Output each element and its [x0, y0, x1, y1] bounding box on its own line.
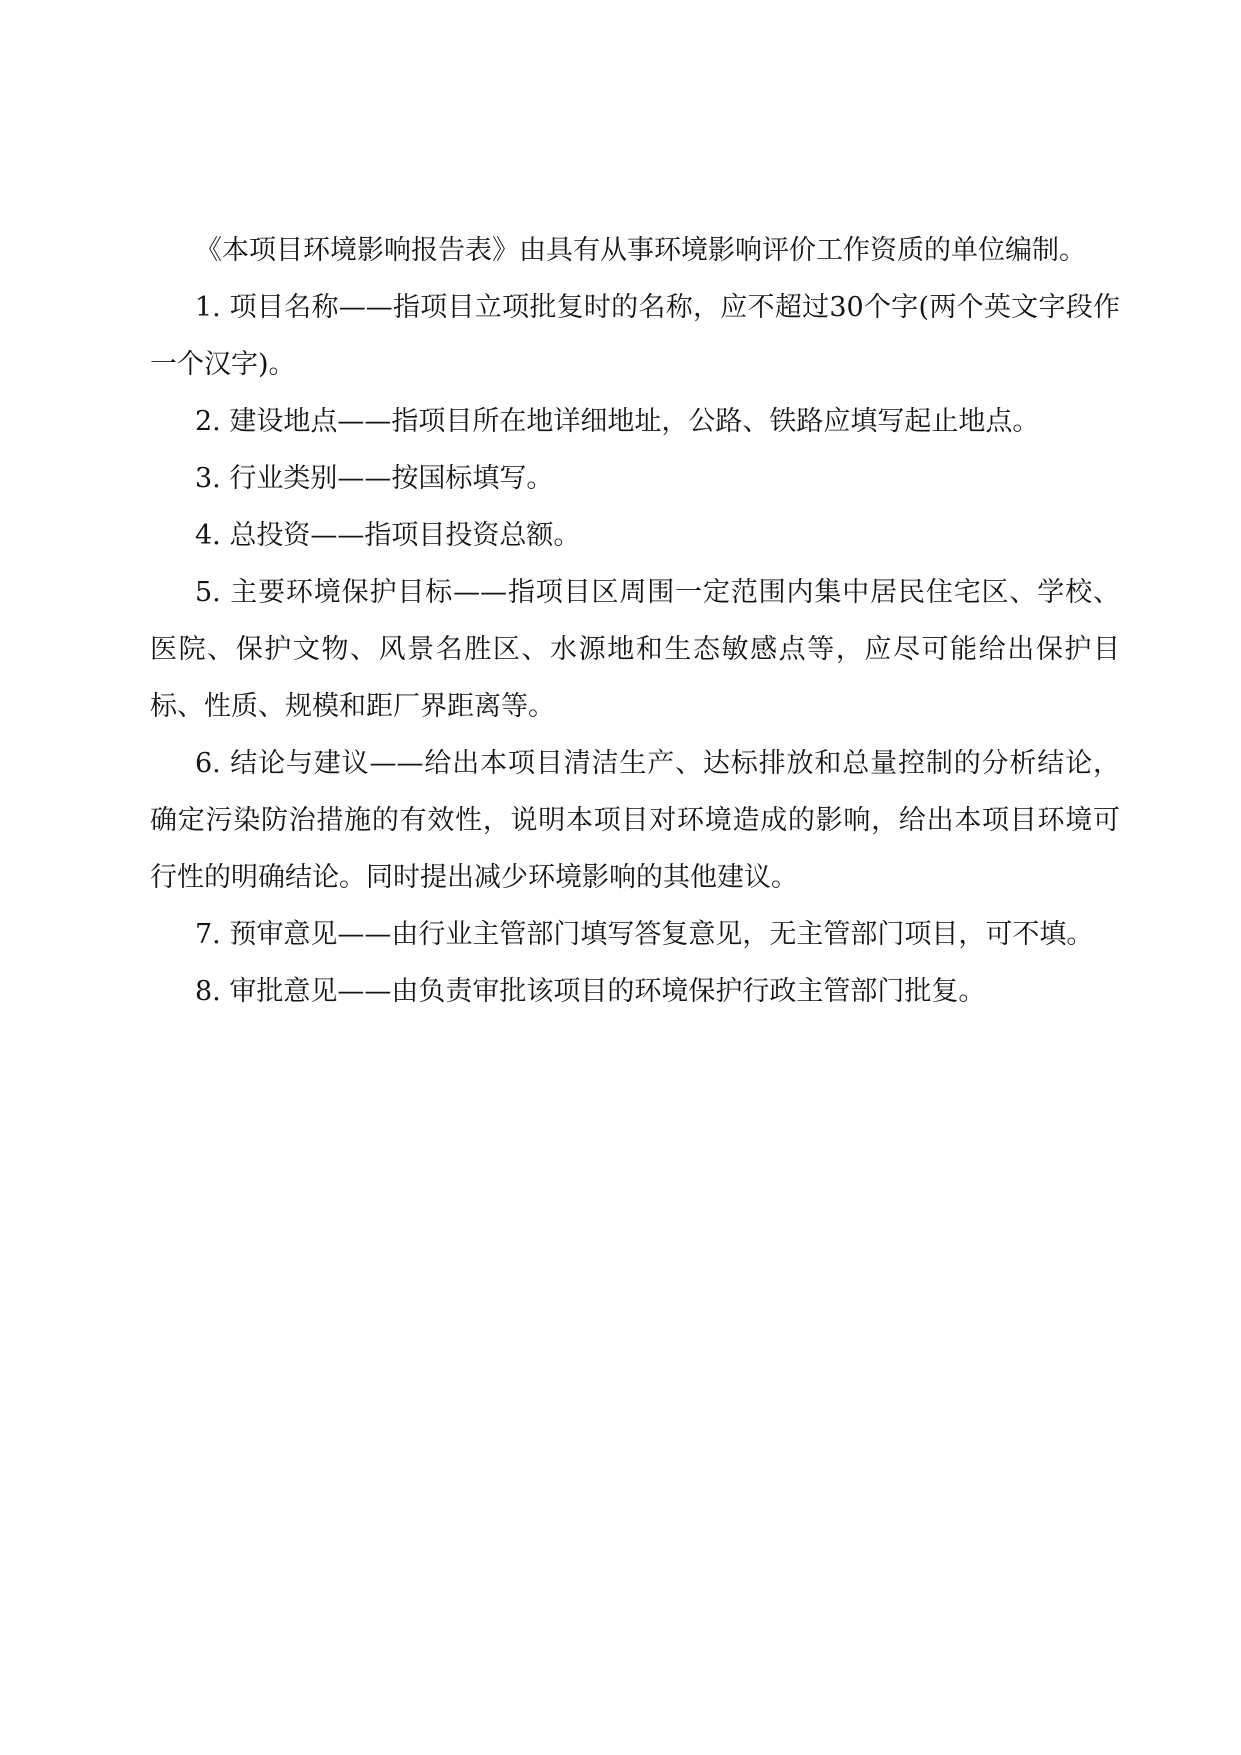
item-project-name: 1. 项目名称——指项目立项批复时的名称，应不超过30个字(两个英文字段作一个汉字)。: [150, 292, 1120, 380]
item-industry-category: 3. 行业类别——按国标填写。: [195, 463, 554, 494]
item-total-investment: 4. 总投资——指项目投资总额。: [195, 520, 581, 551]
item-preliminary-review: 7. 预审意见——由行业主管部门填写答复意见，无主管部门项目，可不填。: [195, 919, 1094, 950]
intro-paragraph: 《本项目环境影响报告表》由具有从事环境影响评价工作资质的单位编制。: [195, 235, 1086, 266]
item-conclusion-suggestions: 6. 结论与建议——给出本项目清洁生产、达标排放和总量控制的分析结论，确定污染防治措施的有效性，说明本项目对环境造成的影响，给出本项目环境可行性的明确结论。同时提出减少环境影响的其他建议。: [150, 748, 1120, 893]
document-body: [150, 222, 1120, 1020]
item-construction-site: 2. 建设地点——指项目所在地详细地址，公路、铁路应填写起止地点。: [195, 406, 1040, 437]
item-protection-targets: 5. 主要环境保护目标——指项目区周围一定范围内集中居民住宅区、学校、医院、保护文物、风景名胜区、水源地和生态敏感点等，应尽可能给出保护目标、性质、规模和距厂界距离等。: [150, 577, 1120, 722]
item-approval-opinion: 8. 审批意见——由负责审批该项目的环境保护行政主管部门批复。: [195, 976, 986, 1007]
